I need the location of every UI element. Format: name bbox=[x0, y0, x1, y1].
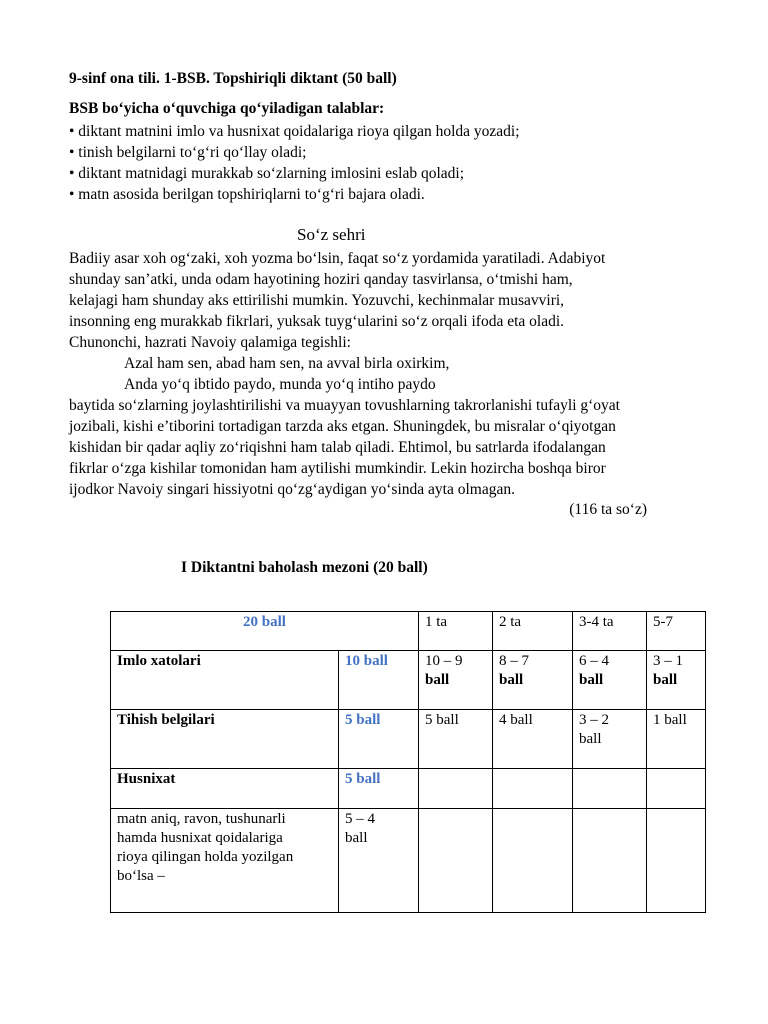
cell-unit: ball bbox=[579, 672, 604, 688]
row-points: 5 ball bbox=[345, 712, 381, 728]
row-points-cell bbox=[339, 769, 419, 809]
row-label: Tihish belgilari bbox=[111, 710, 339, 769]
empty-cell bbox=[573, 769, 647, 809]
requirements-heading: BSB bo‘yicha o‘quvchiga qo‘yiladigan talablar: bbox=[69, 100, 385, 117]
text-line: ijodkor Navoiy singari hissiyotni qo‘zg‘aydigan yo‘sinda ayta olmagan. bbox=[69, 481, 515, 498]
text-line: shunday san’atki, unda odam hayotining hoziri qanday tasvirlansa, o‘tmishi ham, bbox=[69, 271, 573, 288]
table-row bbox=[111, 710, 706, 769]
table-cell: 5 ball bbox=[419, 710, 493, 769]
criteria-table bbox=[110, 611, 706, 913]
cell-range: 3 – 2 bbox=[579, 712, 609, 728]
cell-range: 10 – 9 bbox=[425, 653, 463, 669]
poem-line: Anda yo‘q ibtido paydo, munda yo‘q intiho paydo bbox=[124, 376, 436, 393]
empty-cell bbox=[647, 769, 706, 809]
label-line: rioya qilingan holda yozilgan bbox=[117, 849, 294, 865]
table-cell bbox=[647, 651, 706, 710]
table-cell bbox=[573, 710, 647, 769]
requirement-item: • diktant matnini imlo va husnixat qoidalariga rioya qilgan holda yozadi; bbox=[69, 123, 520, 140]
empty-cell bbox=[419, 769, 493, 809]
table-cell bbox=[493, 651, 573, 710]
word-count: (116 ta so‘z) bbox=[569, 501, 647, 518]
empty-cell bbox=[573, 809, 647, 913]
row-points-cell bbox=[339, 651, 419, 710]
label-line: hamda husnixat qoidalariga bbox=[117, 830, 283, 846]
cell-unit: ball bbox=[425, 672, 450, 688]
text-line: jozibali, kishi e’tiborini tortadigan tarzda aks etgan. Shuningdek, bu misralar o‘qiyotgan bbox=[69, 418, 616, 435]
label-line: matn aniq, ravon, tushunarli bbox=[117, 811, 286, 827]
document-title: 9-sinf ona tili. 1-BSB. Topshiriqli diktant (50 ball) bbox=[69, 70, 397, 87]
header-cell: 2 ta bbox=[493, 612, 573, 651]
table-row bbox=[111, 769, 706, 809]
empty-cell bbox=[493, 809, 573, 913]
cell-unit: ball bbox=[653, 672, 678, 688]
empty-cell bbox=[419, 809, 493, 913]
text-line: kelajagi ham shunday aks ettirilishi mumkin. Yozuvchi, kechinmalar musavviri, bbox=[69, 292, 565, 309]
requirement-item: • diktant matnidagi murakkab so‘zlarning imlosini eslab qoladi; bbox=[69, 165, 465, 182]
row-label: Imlo xatolari bbox=[111, 651, 339, 710]
header-cell: 5-7 bbox=[647, 612, 706, 651]
row-points-cell bbox=[339, 809, 419, 913]
table-row bbox=[111, 651, 706, 710]
text-line: insonning eng murakkab fikrlari, yuksak tuyg‘ularini so‘z orqali ifoda eta oladi. bbox=[69, 313, 565, 330]
cell-unit: ball bbox=[579, 731, 602, 747]
poem-line: Azal ham sen, abad ham sen, na avval birla oxirkim, bbox=[124, 355, 450, 372]
total-points: 20 ball bbox=[243, 614, 286, 630]
table-row bbox=[111, 809, 706, 913]
essay-paragraph-1 bbox=[69, 248, 719, 353]
empty-cell bbox=[647, 809, 706, 913]
row-label bbox=[111, 809, 339, 913]
total-points-cell bbox=[111, 612, 419, 651]
cell-range: 3 – 1 bbox=[653, 653, 683, 669]
table-cell: 1 ball bbox=[647, 710, 706, 769]
text-line: kishidan bir qadar aqliy zo‘riqishni ham talab qiladi. Ehtimol, bu satrlarda ifodalangan bbox=[69, 439, 606, 456]
table-cell bbox=[573, 651, 647, 710]
empty-cell bbox=[493, 769, 573, 809]
label-line: bo‘lsa – bbox=[117, 868, 165, 884]
table-cell: 4 ball bbox=[493, 710, 573, 769]
header-cell: 1 ta bbox=[419, 612, 493, 651]
cell-range: 8 – 7 bbox=[499, 653, 529, 669]
row-points-cell bbox=[339, 710, 419, 769]
row-points: 5 ball bbox=[345, 771, 381, 787]
cell-unit: ball bbox=[345, 830, 368, 846]
table-header-row bbox=[111, 612, 706, 651]
requirements-list bbox=[69, 121, 520, 205]
essay-paragraph-2 bbox=[69, 395, 719, 500]
text-line: Badiiy asar xoh og‘zaki, xoh yozma bo‘lsin, faqat so‘z yordamida yaratiladi. Adabiyot bbox=[69, 250, 606, 267]
table-cell bbox=[419, 651, 493, 710]
essay-title: So‘z sehri bbox=[297, 225, 366, 244]
text-line: Chunonchi, hazrati Navoiy qalamiga tegishli: bbox=[69, 334, 351, 351]
cell-range: 5 – 4 bbox=[345, 811, 375, 827]
requirement-item: • matn asosida berilgan topshiriqlarni to‘g‘ri bajara oladi. bbox=[69, 186, 425, 203]
row-label: Husnixat bbox=[111, 769, 339, 809]
row-points: 10 ball bbox=[345, 653, 388, 669]
poem-quote bbox=[124, 353, 449, 395]
requirement-item: • tinish belgilarni to‘g‘ri qo‘llay oladi; bbox=[69, 144, 307, 161]
header-cell: 3-4 ta bbox=[573, 612, 647, 651]
text-line: baytida so‘zlarning joylashtirilishi va muayyan tovushlarning takrorlanishi tufayli g‘oyat bbox=[69, 397, 620, 414]
cell-unit: ball bbox=[499, 672, 524, 688]
section-title: I Diktantni baholash mezoni (20 ball) bbox=[181, 559, 428, 576]
text-line: fikrlar o‘zga kishilar tomonidan ham aytilishi mumkindir. Lekin hozircha boshqa biror bbox=[69, 460, 606, 477]
cell-range: 6 – 4 bbox=[579, 653, 609, 669]
